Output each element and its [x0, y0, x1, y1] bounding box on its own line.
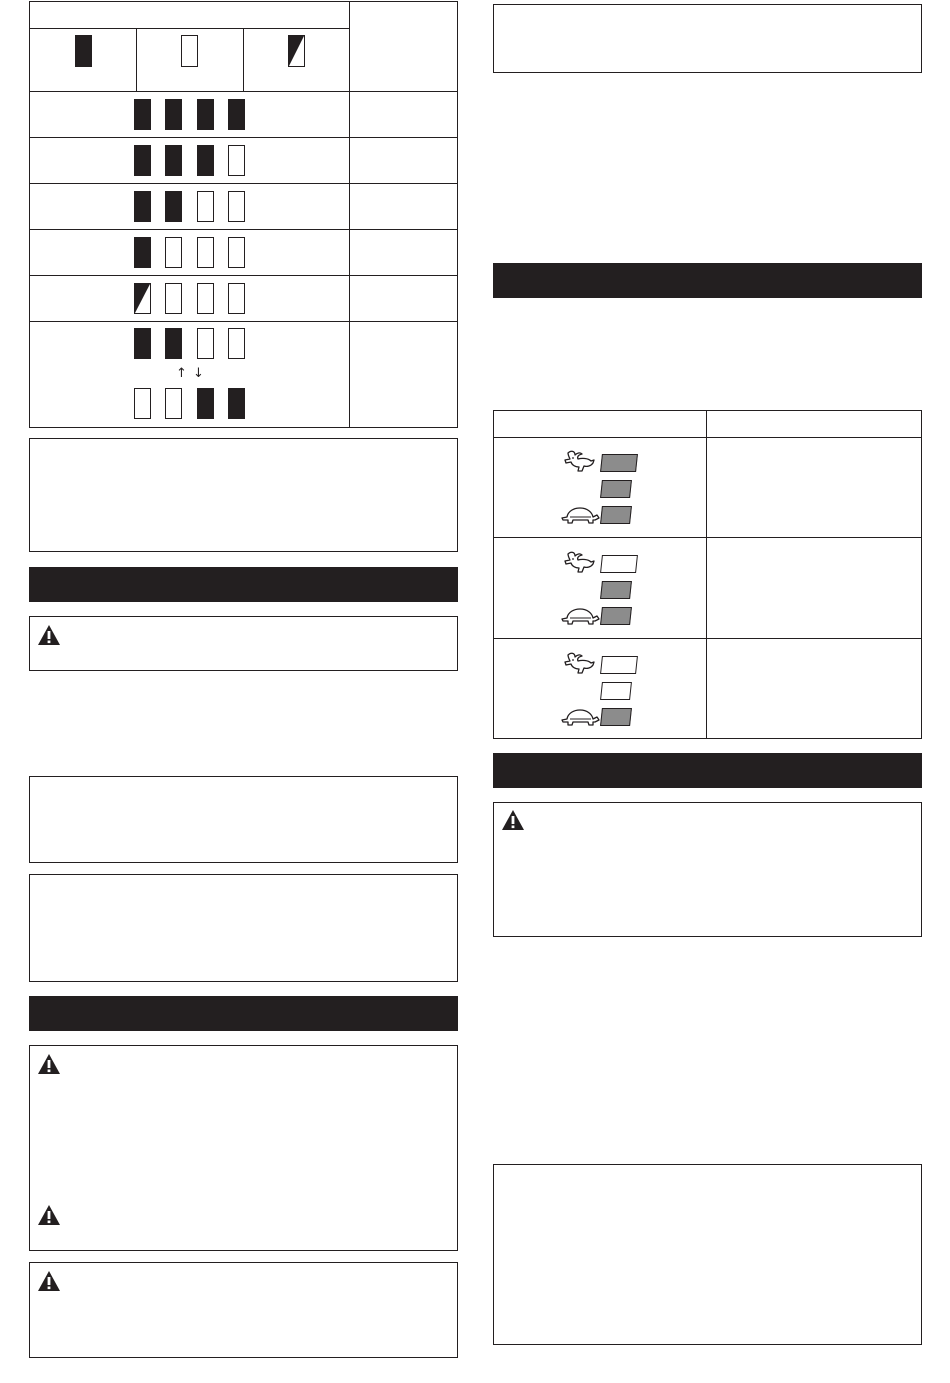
- battery-indicator-table: [29, 1, 458, 428]
- rabbit-icon: [562, 550, 596, 581]
- arrow-up-icon: ↑: [176, 366, 187, 381]
- speed-lamp-3: [600, 607, 632, 625]
- indicator-lamp-2: [165, 191, 182, 222]
- indicator-lamp-1: [134, 388, 151, 419]
- caution-box: [29, 1045, 458, 1251]
- speed-lamp-1: [600, 454, 638, 472]
- indicator-lamp-3: [197, 191, 214, 222]
- section-heading-bar: [29, 567, 458, 602]
- indicator-lamp-2: [165, 388, 182, 419]
- note-box: [29, 874, 458, 982]
- note-box: [29, 438, 458, 552]
- speed-indicator-table: [493, 410, 922, 739]
- speed-lamp-2: [600, 581, 632, 599]
- warning-triangle-icon: [37, 1270, 61, 1292]
- indicator-lamp-2: [165, 283, 182, 314]
- indicator-lamp-3: [197, 283, 214, 314]
- indicator-lamp-3: [197, 145, 214, 176]
- indicator-lamp-4: [228, 145, 245, 176]
- rabbit-icon: [562, 651, 596, 682]
- indicator-lamp-1: [134, 283, 151, 314]
- speed-lamp-2: [600, 480, 632, 498]
- speed-lamp-3: [600, 708, 632, 726]
- warning-triangle-icon: [37, 1204, 61, 1226]
- note-box: [493, 1164, 922, 1345]
- indicator-lamp-3: [197, 237, 214, 268]
- section-heading-bar: [493, 263, 922, 298]
- arrow-down-icon: ↓: [193, 366, 204, 381]
- speed-lamp-2: [600, 682, 632, 700]
- turtle-icon: [560, 607, 600, 632]
- indicator-lamp-2: [165, 237, 182, 268]
- turtle-icon: [560, 708, 600, 733]
- section-heading-bar: [493, 753, 922, 788]
- turtle-icon: [560, 506, 600, 531]
- rabbit-icon: [562, 449, 596, 480]
- indicator-lamp-4: [228, 191, 245, 222]
- indicator-lamp-1: [134, 328, 151, 359]
- indicator-lamp-4: [228, 388, 245, 419]
- indicator-lamp-1: [134, 99, 151, 130]
- indicator-lamp-1: [134, 237, 151, 268]
- indicator-lamp-1: [134, 191, 151, 222]
- speed-lamp-3: [600, 506, 632, 524]
- warning-triangle-icon: [501, 809, 525, 831]
- indicator-lamp-4: [228, 283, 245, 314]
- indicator-lamp-3: [197, 388, 214, 419]
- warning-triangle-icon: [37, 1053, 61, 1075]
- indicator-lamp-4: [228, 237, 245, 268]
- caution-box: [29, 1262, 458, 1358]
- note-box: [493, 4, 922, 73]
- note-box: [29, 776, 458, 863]
- indicator-lamp-3: [197, 328, 214, 359]
- indicator-lamp-2: [165, 145, 182, 176]
- speed-lamp-1: [600, 555, 638, 573]
- indicator-lamp-3: [197, 99, 214, 130]
- indicator-lamp-2: [165, 328, 182, 359]
- legend-off-lamp: [181, 35, 198, 67]
- caution-box: [29, 616, 458, 671]
- caution-box: [493, 802, 922, 937]
- legend-blinking-lamp: [288, 35, 305, 67]
- indicator-lamp-2: [165, 99, 182, 130]
- indicator-lamp-4: [228, 99, 245, 130]
- legend-lit-lamp: [75, 35, 92, 67]
- speed-lamp-1: [600, 656, 638, 674]
- indicator-lamp-1: [134, 145, 151, 176]
- warning-triangle-icon: [37, 624, 61, 646]
- indicator-lamp-4: [228, 328, 245, 359]
- section-heading-bar: [29, 996, 458, 1031]
